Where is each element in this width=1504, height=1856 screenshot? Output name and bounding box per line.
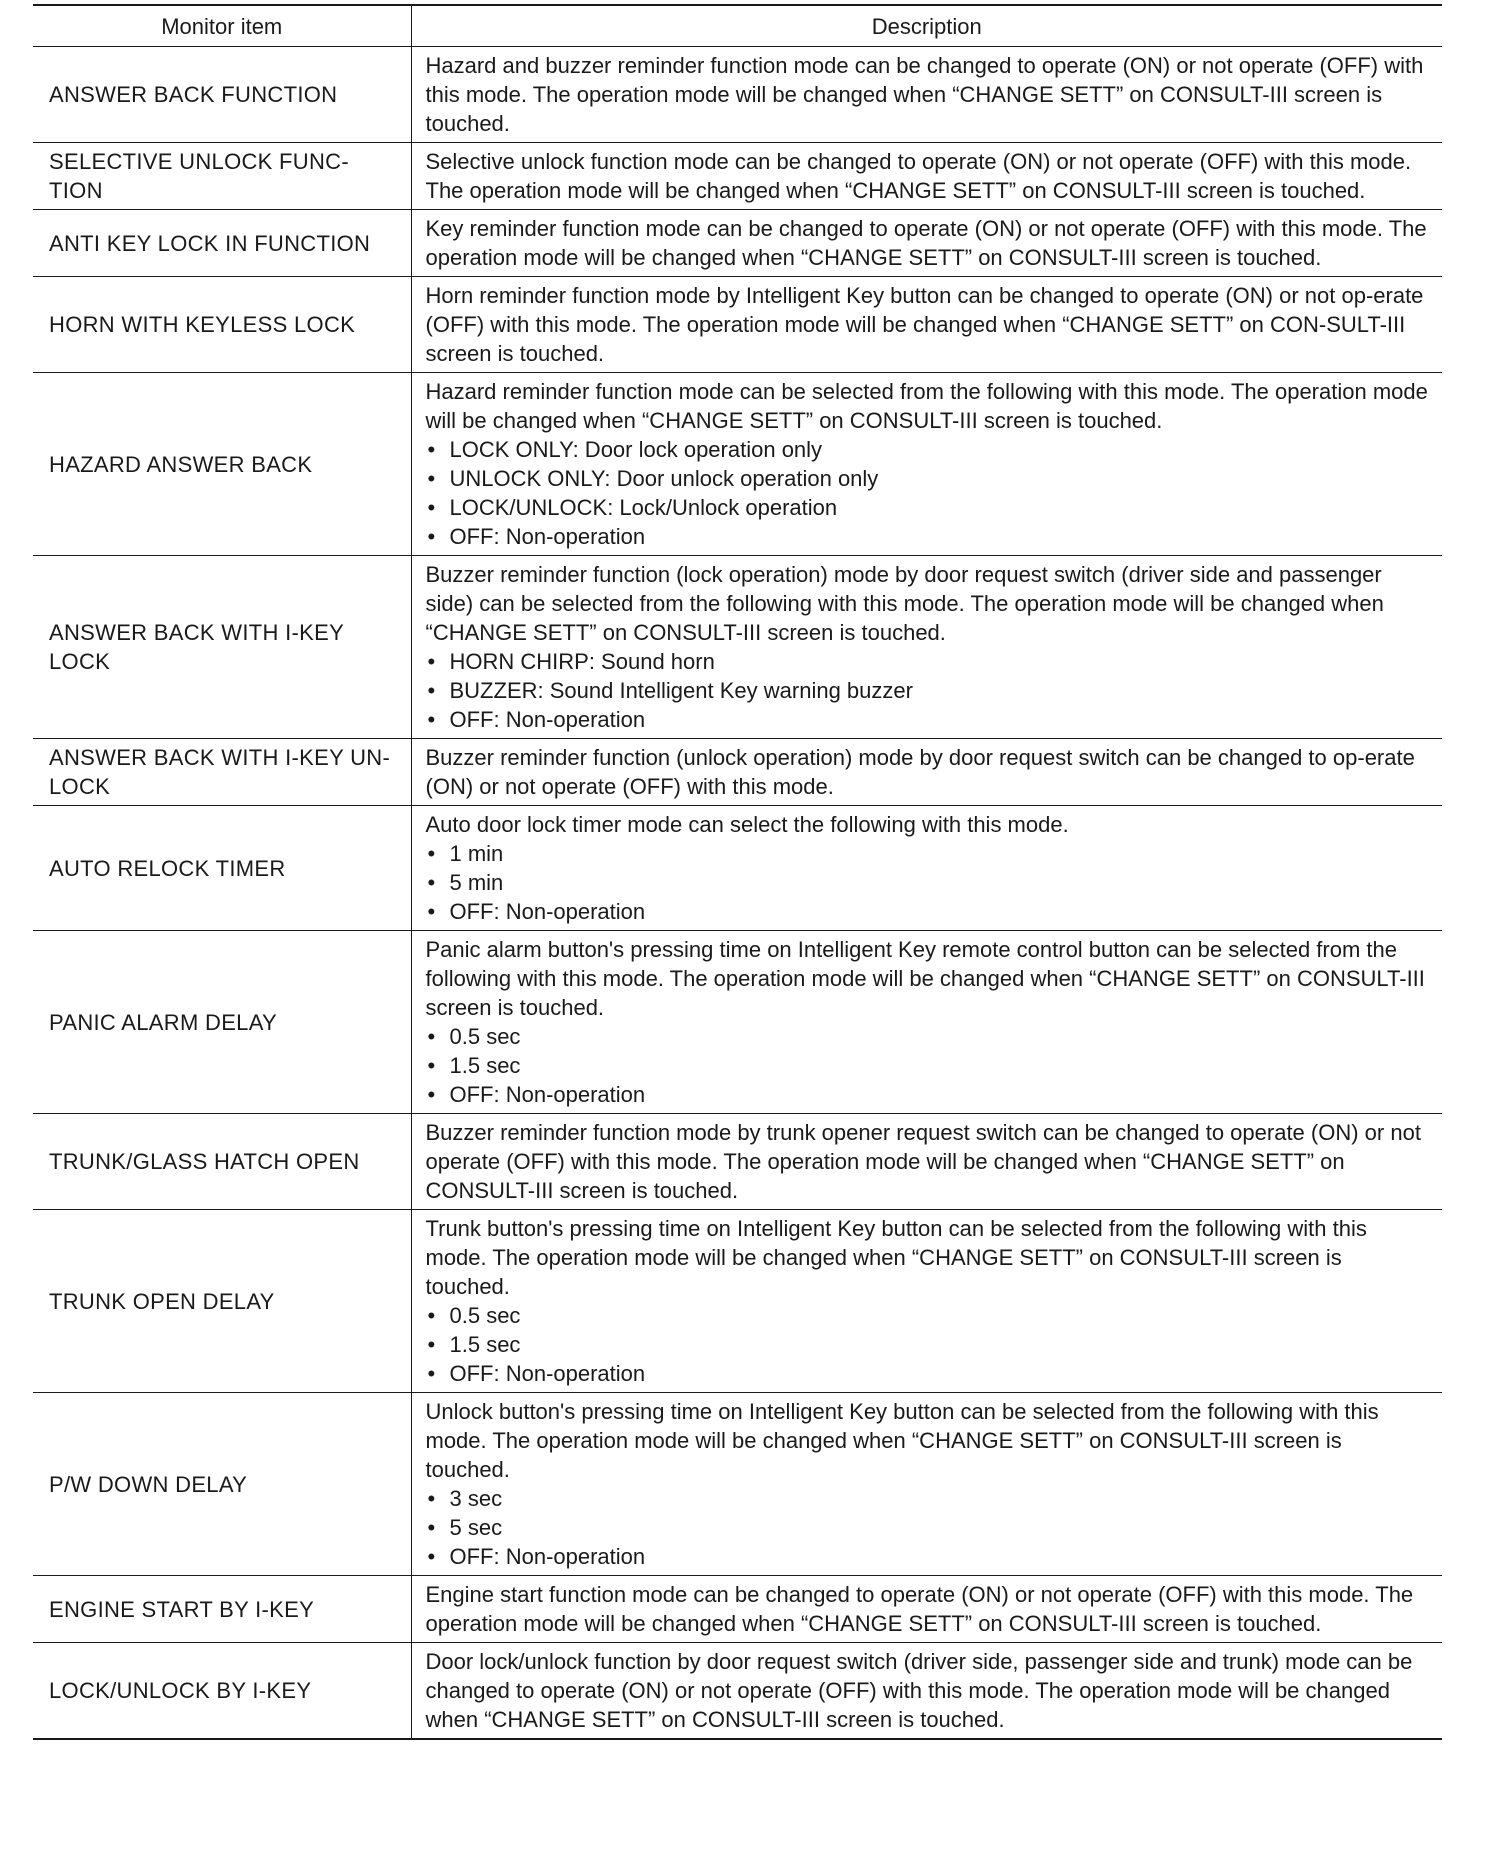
option-list [426,1301,1433,1388]
monitor-item-cell: LOCK/UNLOCK BY I-KEY [33,1643,411,1740]
option-item: • 0.5 sec [426,1022,1433,1051]
option-list [426,1022,1433,1109]
description-text: Hazard and buzzer reminder function mode can be changed to operate (ON) or not operate (OFF) with this mode. The operation mode will be changed when “CHANGE SETT” on CONSULT-III screen is touched. [425,53,1424,136]
description-text: Trunk button's pressing time on Intelligent Key button can be selected from the following with this mode. The operation mode will be changed when “CHANGE SETT” on CONSULT-III screen is touched. [425,1216,1367,1299]
monitor-item-document [33,4,1442,1740]
monitor-item-cell: ANTI KEY LOCK IN FUNCTION [33,210,411,277]
monitor-item-cell: ENGINE START BY I-KEY [33,1576,411,1643]
header-monitor-item: Monitor item [33,5,411,47]
table-row [33,931,1442,1114]
option-item: • BUZZER: Sound Intelligent Key warning buzzer [426,676,1433,705]
description-text: Selective unlock function mode can be changed to operate (ON) or not operate (OFF) with this mode. The operation mode will be changed when “CHANGE SETT” on CONSULT-III screen is touched. [425,149,1412,203]
description-cell [411,556,1442,739]
option-item: • LOCK ONLY: Door lock operation only [426,435,1433,464]
description-cell [411,373,1442,556]
option-item: • 1.5 sec [426,1330,1433,1359]
option-list [426,435,1433,551]
monitor-item-cell: PANIC ALARM DELAY [33,931,411,1114]
table-row [33,1643,1442,1740]
description-cell [411,277,1442,373]
option-item: • LOCK/UNLOCK: Lock/Unlock operation [426,493,1433,522]
description-text: Horn reminder function mode by Intelligent Key button can be changed to operate (ON) or not op-erate (OFF) with this mode. The operation mode will be changed when “CHANGE SETT” on CON-SULT-III screen is touched. [425,283,1424,366]
monitor-item-cell: ANSWER BACK WITH I-KEY LOCK [33,556,411,739]
option-item: • OFF: Non-operation [426,1080,1433,1109]
table-row [33,556,1442,739]
description-text: Buzzer reminder function mode by trunk opener request switch can be changed to operate (ON) or not operate (OFF) with this mode. The operation mode will be changed when “CHANGE SETT” on CONSULT-III screen is touched. [425,1120,1421,1203]
monitor-item-cell: ANSWER BACK WITH I-KEY UN-LOCK [33,739,411,806]
option-item: • OFF: Non-operation [426,1542,1433,1571]
option-item: • OFF: Non-operation [426,1359,1433,1388]
table-row [33,1393,1442,1576]
option-item: • 5 sec [426,1513,1433,1542]
option-list [426,1484,1433,1571]
option-list [426,839,1433,926]
description-cell [411,931,1442,1114]
description-cell [411,210,1442,277]
option-list [426,647,1433,734]
description-cell [411,1393,1442,1576]
description-text: Engine start function mode can be changed to operate (ON) or not operate (OFF) with this mode. The operation mode will be changed when “CHANGE SETT” on CONSULT-III screen is touched. [425,1582,1414,1636]
option-item: • UNLOCK ONLY: Door unlock operation only [426,464,1433,493]
description-text: Unlock button's pressing time on Intelligent Key button can be selected from the following with this mode. The operation mode will be changed when “CHANGE SETT” on CONSULT-III screen is touched. [425,1399,1379,1482]
option-item: • OFF: Non-operation [426,897,1433,926]
table-row [33,1210,1442,1393]
description-text: Buzzer reminder function (unlock operation) mode by door request switch can be changed to op-erate (ON) or not operate (OFF) with this mode. [425,745,1415,799]
description-text: Hazard reminder function mode can be selected from the following with this mode. The operation mode will be changed when “CHANGE SETT” on CONSULT-III screen is touched. [425,379,1428,433]
option-item: • OFF: Non-operation [426,705,1433,734]
description-cell [411,739,1442,806]
option-item: • OFF: Non-operation [426,522,1433,551]
monitor-item-cell: SELECTIVE UNLOCK FUNC-TION [33,143,411,210]
table-row [33,373,1442,556]
description-cell [411,1643,1442,1740]
description-text: Panic alarm button's pressing time on Intelligent Key remote control button can be selected from the following with this mode. The operation mode will be changed when “CHANGE SETT” on CONSULT-III screen is touched. [425,937,1425,1020]
table-row [33,1114,1442,1210]
description-cell [411,1576,1442,1643]
monitor-item-table [33,4,1442,1740]
table-row [33,806,1442,931]
monitor-item-cell: HORN WITH KEYLESS LOCK [33,277,411,373]
description-cell [411,143,1442,210]
option-item: • 5 min [426,868,1433,897]
description-text: Door lock/unlock function by door request switch (driver side, passenger side and trunk) mode can be changed to operate (ON) or not operate (OFF) with this mode. The operation mode will be changed when “CHANGE SETT” on CONSULT-III screen is touched. [425,1649,1413,1732]
monitor-item-cell: ANSWER BACK FUNCTION [33,47,411,143]
description-text: Buzzer reminder function (lock operation) mode by door request switch (driver side and passenger side) can be selected from the following with this mode. The operation mode will be changed when “CHANGE SETT” on CONSULT-III screen is touched. [425,562,1384,645]
description-text: Key reminder function mode can be changed to operate (ON) or not operate (OFF) with this mode. The operation mode will be changed when “CHANGE SETT” on CONSULT-III screen is touched. [425,216,1427,270]
table-row [33,47,1442,143]
description-cell [411,806,1442,931]
description-cell [411,1210,1442,1393]
table-body [33,47,1442,1740]
description-cell [411,1114,1442,1210]
option-item: • HORN CHIRP: Sound horn [426,647,1433,676]
option-item: • 1.5 sec [426,1051,1433,1080]
table-row [33,277,1442,373]
monitor-item-cell: TRUNK/GLASS HATCH OPEN [33,1114,411,1210]
table-row [33,739,1442,806]
monitor-item-cell: AUTO RELOCK TIMER [33,806,411,931]
table-row [33,143,1442,210]
option-item: • 1 min [426,839,1433,868]
table-header-row [33,5,1442,47]
description-text: Auto door lock timer mode can select the following with this mode. [425,812,1069,837]
header-description: Description [411,5,1442,47]
monitor-item-cell: P/W DOWN DELAY [33,1393,411,1576]
description-cell [411,47,1442,143]
table-header [33,5,1442,47]
table-row [33,1576,1442,1643]
monitor-item-cell: TRUNK OPEN DELAY [33,1210,411,1393]
option-item: • 3 sec [426,1484,1433,1513]
monitor-item-cell: HAZARD ANSWER BACK [33,373,411,556]
option-item: • 0.5 sec [426,1301,1433,1330]
table-row [33,210,1442,277]
